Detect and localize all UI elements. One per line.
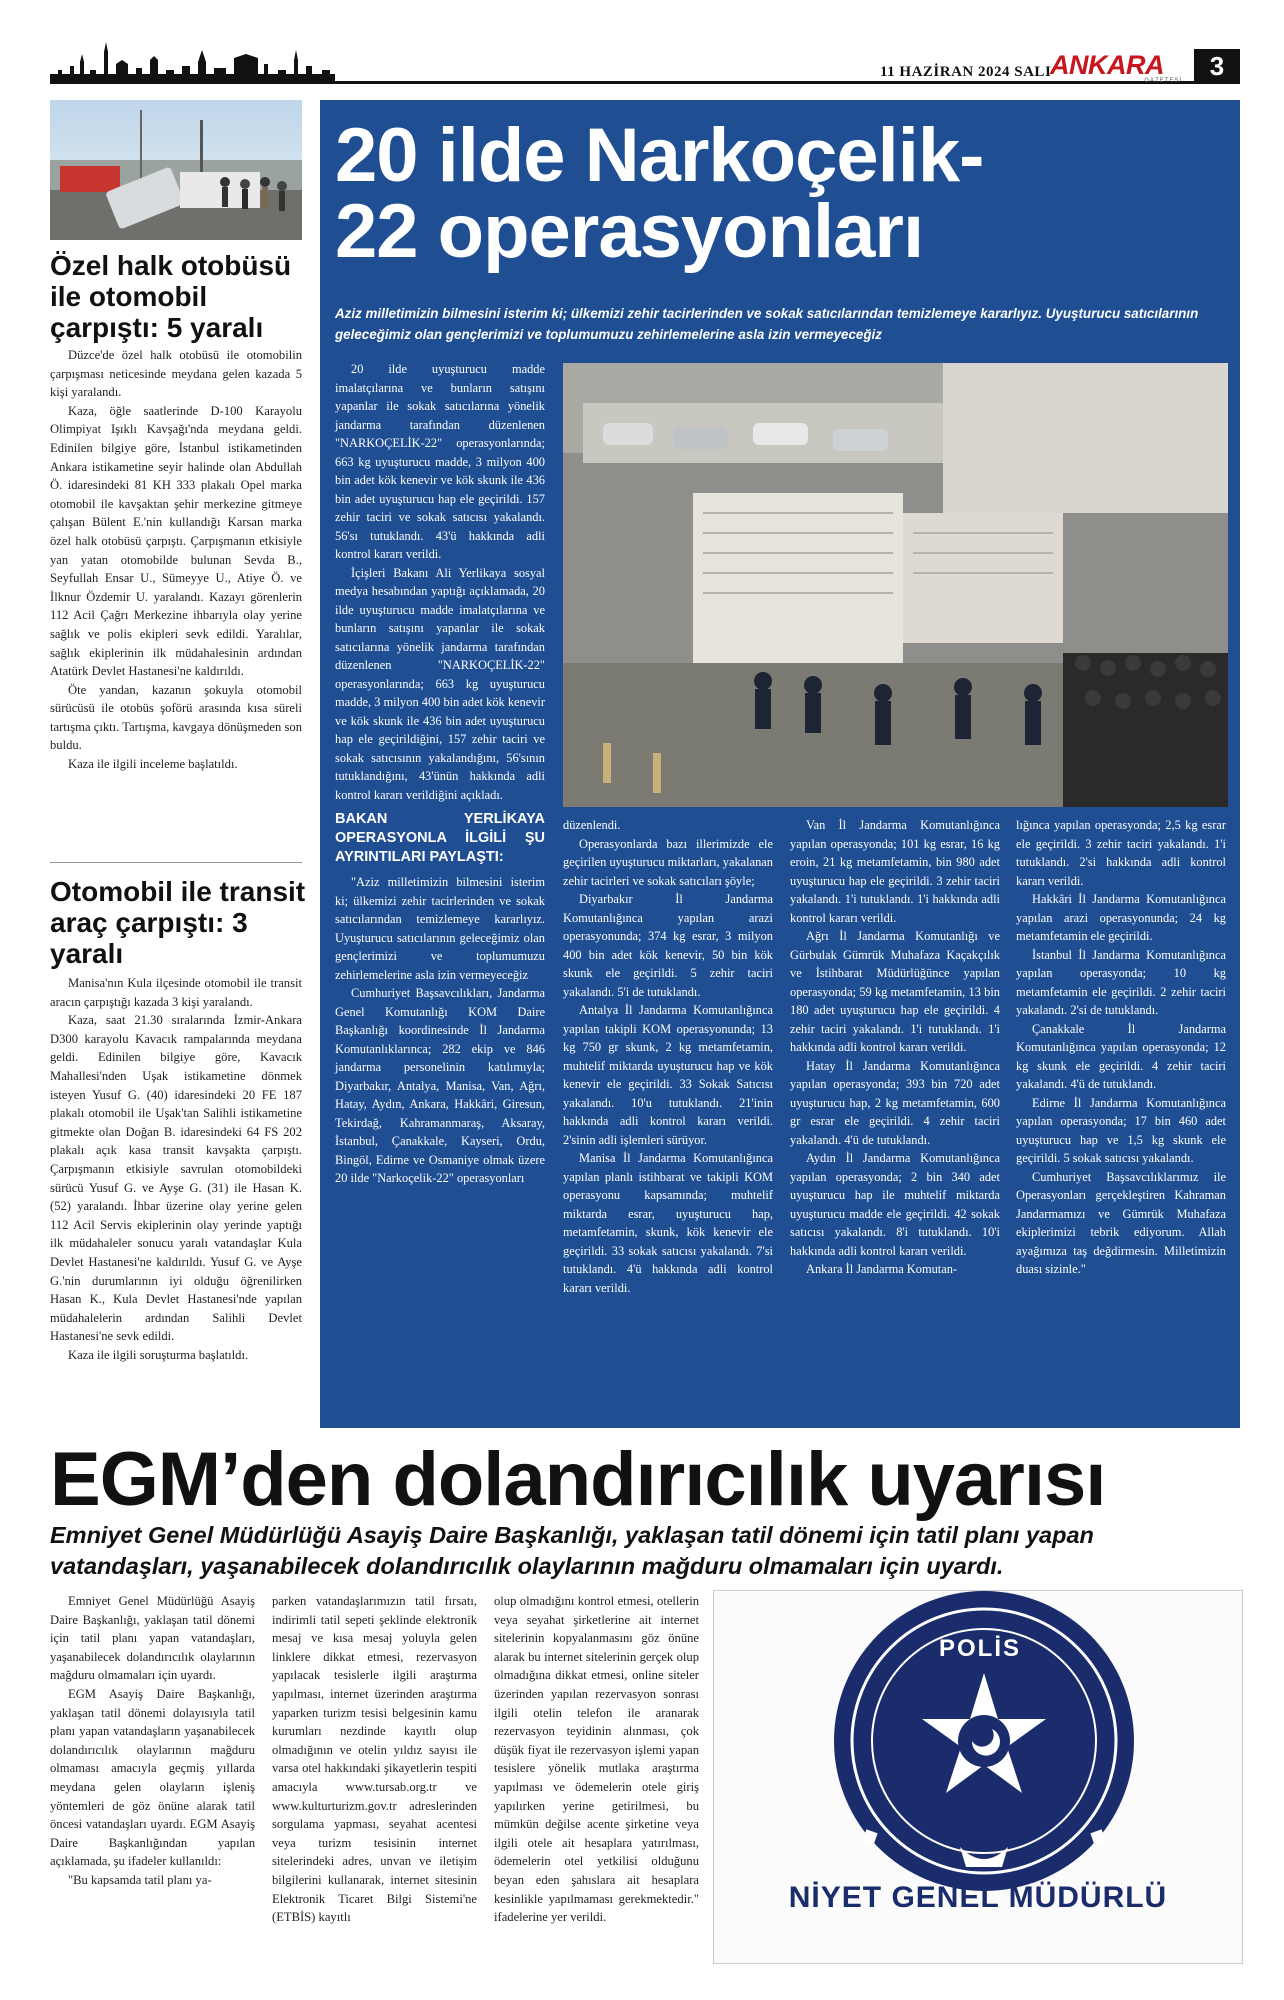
feature-column-1 — [335, 360, 545, 1188]
issue-date: 11 HAZİRAN 2024 SALI — [880, 64, 1052, 80]
egm-paragraph: Emniyet Genel Müdürlüğü Asayiş Daire Başkanlığı, yaklaşan tatil dönemi için tatil planı yapan vatandaşları, yaşanabilecek dolandırıcılık olaylarının mağduru olmamaları için uyardı. — [50, 1594, 255, 1683]
egm-column-1 — [50, 1592, 255, 1890]
feature-paragraph: Antalya İl Jandarma Komutanlığınca yapılan takipli KOM operasyonunda; 13 kg 750 gr skunk, 2 kg metamfetamin, muhtelif miktarda uyuşturucu hap ve kök kenevir ele geçirildi. 33 Sokak Satıcısı yakalandı. 10'u tutuklandı. 21'inin hakkında adli kontrol kararı verildi. 2'sinin adli işlemleri sürüyor. — [563, 1003, 773, 1147]
operation-photo — [563, 363, 1228, 807]
feature-paragraph: düzenlendi. — [563, 818, 621, 832]
police-emblem-photo — [713, 1590, 1243, 1964]
feature-paragraph: Çanakkale İl Jandarma Komutanlığınca yapılan operasyonda; 12 kg skunk ele geçirildi. 4 zehir taciri yakalandı. 4'ü de tutuklandı. — [1016, 1021, 1226, 1091]
article2-paragraph: Kaza, saat 21.30 sıralarında İzmir-Ankara D300 karayolu Kavacık rampalarında meydana geldi. Edinilen bilgiye göre, Kavacık Mahallesi'nden Uşak istikametine dönmek isteyen Yusuf G. (40) idaresindeki 20 FE 187 plakalı otomobil ile Uşak'tan Salihli istikametine gitmekte olan Doğan B. idaresindeki 64 FS 202 plakalı açık kasa transit kavşakta çarpıştı. Çarpışmanın etkisiyle savrulan otomobildeki sürücü Yusuf G. ve Ayşe G. (31) ile Hasan K. (52) yaralandı. İhbar üzerine olay yerine gelen 112 Acil Servis ekiplerinin olay yerinde yaptığı ilk müdahaleler sonucu yaralı vatandaşlar Kula Devlet Hastanesi'ne kaldırıldı. Yusuf G. ve Ayşe G.'nin durumlarının iyi olduğu öğrenilirken Hasan K., Kula Devlet Hastanesi'nde yapılan müdahalelerin ardından Salihli Devlet Hastanesi'ne sevk edildi. — [50, 1013, 302, 1344]
egm-deck: Emniyet Genel Müdürlüğü Asayiş Daire Başkanlığı, yaklaşan tatil dönemi için tatil planı yapan vatandaşları, yaşanabilecek dolandırıcılık olaylarının mağduru olmamaları için uyardı. — [50, 1522, 1094, 1579]
page-number: 3 — [1194, 49, 1240, 83]
feature-paragraph: Ağrı İl Jandarma Komutanlığı ve Gürbulak Gümrük Muhafaza Kaçakçılık ve İstihbarat Müdürlüğünce yapılan operasyonda; 59 kg metamfetamin, 13 bin 180 adet uyuşturucu hap ele geçirildi. 4 zehir taciri yakalandı. 1'i tutuklandı. 1'i hakkında adli kontrol kararı verildi. — [790, 929, 1000, 1054]
article1-paragraph: Öte yandan, kazanın şokuyla otomobil sürücüsü ile otobüs şoförü arasında kısa süreli tartışma çıktı. Tartışma, kavgaya dönüşmeden son buldu. — [50, 682, 302, 753]
logo-wordmark: ANKARA — [1050, 50, 1164, 80]
egm-column-3 — [494, 1592, 699, 1927]
feature-column-2 — [563, 816, 773, 1297]
feature-paragraph: Van İl Jandarma Komutanlığınca yapılan operasyonda; 101 kg esrar, 16 kg eroin, 21 kg metamfetamin, bin 980 adet uyuşturucu hap ele geçirildi. 3 zehir taciri yakalandı. 1'i tutuklandı. 1'i hakkında adli kontrol kararı verildi. — [790, 818, 1000, 925]
article1-paragraph: Düzce'de özel halk otobüsü ile otomobilin çarpışması neticesinde meydana gelen kazada 5 kişi yaralandı. — [50, 348, 302, 400]
operation-photo-illustration — [563, 363, 1228, 807]
feature-paragraph: Cumhuriyet Başsavcılıklarımız ile Operasyonları gerçekleştiren Kahraman Jandarmamızı ve Gümrük Muhafaza ekiplerimizi tebrik ediyorum. Allah ayağımıza taş değdirmesin. Milletimizin duası sizinle." — [1016, 1169, 1226, 1276]
emblem-bottom-text: NİYET GENEL MÜDÜRLÜ — [788, 1881, 1168, 1914]
newspaper-logo — [1050, 50, 1190, 82]
feature-paragraph: Manisa İl Jandarma Komutanlığınca yapılan planlı istihbarat ve takipli KOM operasyonu kapsamında; muhtelif miktarda esrar, uyuşturucu hap, metamfetamin, skunk, kök kenevir ele geçirildi. 33 sokak satıcısı yakalandı. 7'si tutuklandı. 4'ü hakkında adli kontrol kararı verildi. — [563, 1151, 773, 1295]
egm-column-2 — [272, 1592, 477, 1927]
article2-headline: Otomobil ile transit araç çarpıştı: 3 yaralı — [50, 876, 306, 969]
feature-subhead: BAKAN YERLİKAYA OPERASYONLA İLGİLİ ŞU AYRINTILARI PAYLAŞTI: — [335, 811, 545, 865]
article1-body — [50, 346, 302, 774]
feature-paragraph: Ankara İl Jandarma Komutan- — [806, 1262, 958, 1276]
article1-headline: Özel halk otobüsü ile otomobil çarpıştı: 5 yaralı — [50, 250, 292, 343]
feature-deck: Aziz milletimizin bilmesini isterim ki; ülkemizi zehir tacirlerinden ve sokak satıcılarından temizlemeye kararlıyız. Uyuşturucu satıcılarının geleceğimiz olan gençlerimizi ve toplumumuzu zehirlemelerine asla izin vermeyeceğiz — [335, 306, 1199, 342]
feature-headline-line1: 20 ilde Narkoçelik- — [335, 113, 984, 198]
feature-paragraph: İstanbul İl Jandarma Komutanlığınca yapılan operasyonda; 10 kg metamfetamin ele geçirildi. 2 zehir taciri yakalandı. 2'si de tutuklandı. — [1016, 947, 1226, 1017]
feature-paragraph: 20 ilde uyuşturucu madde imalatçılarına ve bunların satışını yapanlar ile sokak satıcılarına yönelik jandarma tarafından düzenlenen "NARKOÇELİK-22" operasyonlarında; 663 kg uyuşturucu madde, 3 milyon 400 bin adet kök kenevir ve kök skunk ile 436 bin adet uyuşturucu hap ele geçirildi. 157 zehir taciri ve sokak satıcısı yakalandı. 56'sı tutuklandı. 43'ü hakkında adli kontrol kararı verildi. — [335, 362, 545, 561]
emblem-top-text: POLİS — [939, 1635, 1022, 1662]
article1-paragraph: Kaza ile ilgili inceleme başlatıldı. — [68, 757, 238, 772]
feature-column-4 — [1016, 816, 1226, 1279]
article2-body — [50, 974, 302, 1364]
egm-paragraph: olup olmadığını kontrol etmesi, otellerin veya seyahat şirketlerine ait internet sitelerinin kopyalanmasını göz önüne alarak bu internet sitelerinin gerçek olup olmadığına dikkat etmesi, online siteler üzerinden yapılan rezervasyon sonrası ilgili otelin telefon ile aranarak rezervasyon teyidinin alınması, çok düşük fiyat ile rezervasyon işlemi yapan tesislere yönelik mutlaka araştırma yapılması ve ödemelerin otele giriş yapılırken yerine getirilmesi, bu mümkün değilse acente şirketine veya ilgili otele ait hesaplara yatırılması, ödemelerin otel yetkilisi olduğunu beyan eden şahıslara ait hesaplara kesinlikle yapılmaması gerekmektedir." ifadelerine yer verildi. — [494, 1594, 699, 1925]
feature-paragraph: Hakkâri İl Jandarma Komutanlığınca yapılan arazi operasyonunda; 24 kg metamfetamin ele geçirildi. — [1016, 892, 1226, 943]
feature-paragraph: İçişleri Bakanı Ali Yerlikaya sosyal medya hesabından yaptığı açıklamada, 20 ilde uyuşturucu madde imalatçılarına ve bunların satışını yapanlar ile sokak satıcılarına yönelik jandarma tarafından düzenlenen "NARKOÇELİK-22" operasyonlarında; 663 kg uyuşturucu madde, 3 milyon 400 bin adet kök kenevir ve kök skunk ile 436 bin adet uyuşturucu hap ele geçirildiğini, 157 zehir taciri ve sokak satıcısının yakalandığını, 56'sının tutuklandığını, 43'ünün hakkında adli kontrol kararı verildiğini açıkladı. — [335, 565, 545, 802]
feature-paragraph: lığınca yapılan operasyonda; 2,5 kg esrar ele geçirildi. 3 zehir taciri yakalandı. 1'i tutuklandı. 2'si hakkında adli kontrol kararı verildi. — [1016, 818, 1226, 888]
column-divider — [50, 862, 302, 863]
article2-paragraph: Kaza ile ilgili soruşturma başlatıldı. — [68, 1347, 249, 1362]
article1-paragraph: Kaza, öğle saatlerinde D-100 Karayolu Olimpiyat Işıklı Kavşağı'nda meydana geldi. Edinilen bilgiye göre, İstanbul istikametinden Ankara istikametine seyir halinde olan Abdullah Ö. idaresindeki 81 KH 333 plakalı Opel marka otomobil ile kavşaktan şehir merkezine gitmeye çalışan Bülent E.'nin kullandığı Karsan marka özel halk otobüsü çarpıştı. Çarpışmanın etkisiyle yan yatan otomobilde bulunan Sevda B., Seyfullah Ensar U., Sümeyye U., Atiye Ö. ve İlknur Özdemir U. yaralandı. Kazayı görenlerin 112 Acil Çağrı Merkezine ihbarıyla olay yerine sağlık ve polis ekipleri sevk edildi. Yaralılar, sağlık ekiplerinin ilk müdahalesinin ardından Atatürk Devlet Hastanesi'ne kaldırıldı. — [50, 403, 302, 679]
city-skyline-illustration — [50, 40, 335, 82]
article2-paragraph: Manisa'nın Kula ilçesinde otomobil ile transit aracın çarpıştığı kazada 3 kişi yaralandı. — [50, 976, 302, 1009]
egm-paragraph: parken vatandaşlarımızın tatil fırsatı, indirimli tatil sepeti şeklinde elektronik mesaj ve kısa mesaj yoluyla gelen linklere dikkat etmesi, rezervasyon yapılacak tesislerle ilgili araştırma yapılması, internet üzerinden araştırma yaparken turizm tesisi belgesinin kamu kurumları nezdinde kayıtlı olup olmadığının ve otelin yıldız sayısı ile varsa otel hakkındaki şikayetlerin tespiti amacıyla www.tursab.org.tr ve www.kulturturizm.gov.tr adreslerinden sorgulama yapması, seyahat acentesi veya turizm tesisinin internet sitelerindeki adres, unvan ve iletişim bilgilerini kullanarak, internet sitesinin Elektronik Ticaret Bilgi Sistemi'ne (ETBİS) kayıtlı — [272, 1594, 477, 1925]
feature-paragraph: Aydın İl Jandarma Komutanlığınca yapılan operasyonda; 2 bin 340 adet uyuşturucu hap ile muhtelif miktarda uyuşturucu madde ele geçirildi. 42 sokak satıcısı yakalandı. 8'i tutuklandı. 10'i hakkında adli kontrol kararı verildi. — [790, 1151, 1000, 1258]
egm-paragraph: "Bu kapsamda tatil planı ya- — [68, 1872, 212, 1887]
feature-paragraph: Operasyonlarda bazı illerimizde ele geçirilen uyuşturucu miktarları, yakalanan zehir tacirleri ve sokak satıcıları şöyle; — [563, 836, 773, 888]
feature-headline — [335, 113, 1225, 274]
feature-paragraph: Hatay İl Jandarma Komutanlığınca yapılan operasyonda; 393 bin 720 adet uyuşturucu hap, 2 kg metamfetamin, 600 gr esrar ele geçirildi. 4 zehir taciri yakalandı. 4'ü de tutuklandı. — [790, 1058, 1000, 1147]
egm-paragraph: EGM Asayiş Daire Başkanlığı, yaklaşan tatil dönemi dolayısıyla tatil planı yapan vatandaşların yaşanabilecek dolandırıcılık olaylarının mağduru olmaması amacıyla geçmiş yıllarda meydana gelen olayların işleniş yöntemleri de göz önüne alarak tatil öncesi vatandaşları uyardı. EGM Asayiş Daire Başkanlığından yapılan açıklamada, şu ifadeler kullanıldı: — [50, 1686, 255, 1869]
accident-photo — [50, 100, 302, 240]
feature-paragraph: Diyarbakır İl Jandarma Komutanlığınca yapılan arazi operasyonunda; 374 kg esrar, 3 milyon 400 bin adet kök kenevir, 50 bin kök skunk ele geçirildi. 5 zehir taciri yakalandı. 5'i de tutuklandı. — [563, 892, 773, 999]
feature-paragraph: "Aziz milletimizin bilmesini isterim ki; ülkemizi zehir tacirlerinden ve sokak satıcılarından temizlemeye kararlıyız. Uyuşturucu satıcılarının geleceğimiz olan gençlerimizi ve toplumumuzu zehirlemelerine asla izin vermeyeceğiz — [335, 875, 545, 982]
feature-headline-line2: 22 operasyonları — [335, 189, 924, 274]
feature-paragraph: Cumhuriyet Başsavcılıkları, Jandarma Genel Komutanlığı KOM Daire Başkanlığı koordinesinde İl Jandarma Komutanlıklarınca; 282 ekip ve 846 jandarma personelinin katılımıyla; Diyarbakır, Antalya, Manisa, Van, Ağrı, Hatay, Aydın, Ankara, Hakkâri, Giresun, Tekirdağ, Kahramanmaraş, Aksaray, İstanbul, Çanakkale, Kayseri, Ordu, Bingöl, Edirne ve Osmaniye olmak üzere 20 ilde "Narkoçelik-22" operasyonları — [335, 986, 545, 1185]
feature-paragraph: Edirne İl Jandarma Komutanlığınca yapılan operasyonda; 17 bin 460 adet uyuşturucu hap ve 1,5 kg skunk ele geçirildi. 5 sokak satıcısı yakalandı. — [1016, 1095, 1226, 1165]
feature-column-3 — [790, 816, 1000, 1279]
logo-subtitle: GAZETESİ — [1144, 78, 1182, 84]
accident-photo-illustration — [50, 100, 302, 240]
egm-headline: EGM’den dolandırıcılık uyarısı — [50, 1437, 1106, 1522]
